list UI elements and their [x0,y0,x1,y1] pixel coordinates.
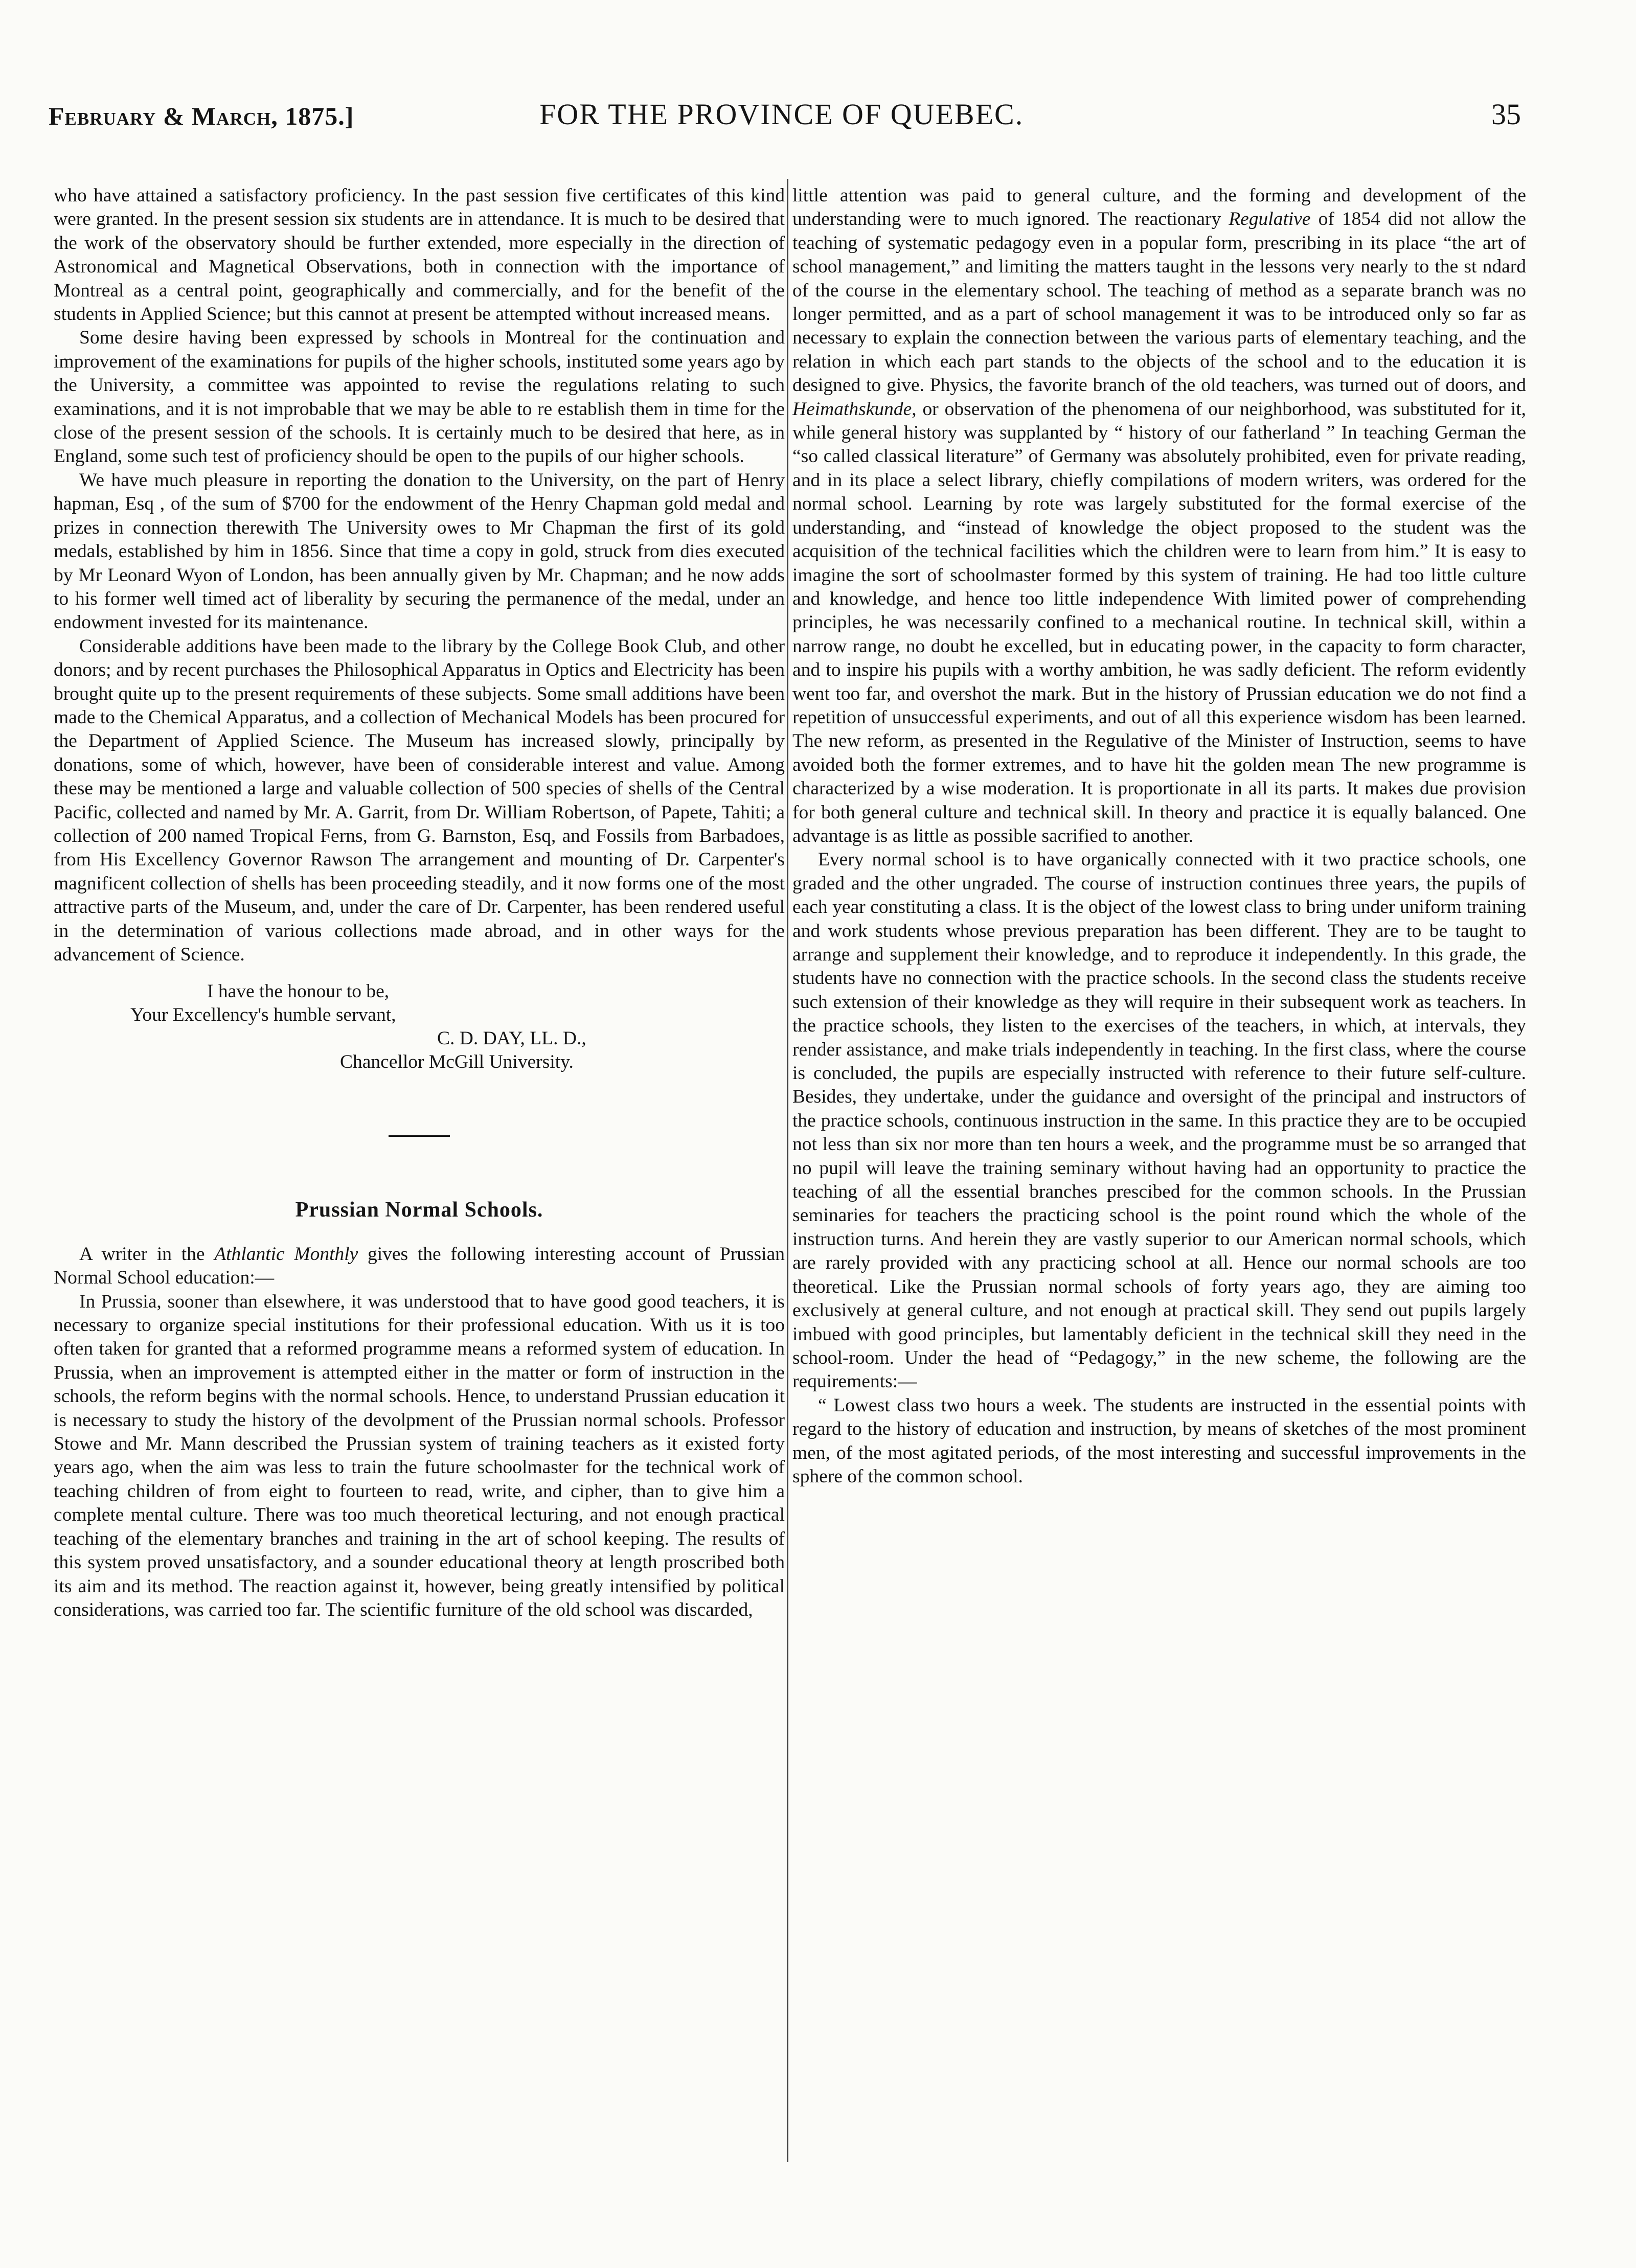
signoff-line: I have the honour to be, [207,981,390,1002]
signoff-title: Chancellor McGill University. [340,1051,574,1073]
section-heading: Prussian Normal Schools. [295,1198,543,1222]
intro-text: A writer in the [79,1243,215,1265]
running-title: FOR THE PROVINCE OF QUEBEC. [539,98,1024,131]
paragraph-library-museum: Considerable additions have been made to the library by the College Book Club, and other donors; and by recent purchases the Philosophical Apparatus in Optics and Electricity has been brought quite up to the present requirements of these subjects. Some small additions have been made to the Chemical Apparatus, and a collection of Mechanical Models has been procured for the Department of Applied Science. The Museum has increased slowly, principally by donations, some of which, however, have been of considerable interest and value. Among these may be mentioned a large and valuable collection of 500 species of shells of the Central Pacific, collected and named by Mr. A. Garrit, from Dr. William Robertson, of Papete, Tahiti; a collection of 200 named Tropical Ferns, from G. Barnston, Esq, and Fossils from Barbadoes, from His Excellency Governor Rawson The arrangement and mounting of Dr. Carpenter's magnificent collection of shells has been proceeding steadily, and it now forms one of the most attractive parts of the Museum, and, under the care of Dr. Carpenter, has been rendered useful in the determination of various collections made abroad, and in other ways for the advancement of Science. [54,635,785,965]
right-column [792,184,1526,1488]
body-text: of 1854 did not allow the teaching of systematic pedagogy even in a popular form, prescribing in its place “the art of school management,” and limiting the matters taught in the lessons very nearly to the st ndard of the course in the elementary school. The teaching of method as a separate branch was no longer permitted, and as a part of school management it was to be introduced only so far as necessary to explain the connection between the various parts of elementary teaching, and the relation in which each part stands to the objects of the school and to the education it is designed to give. Physics, the favorite branch of the old teachers, was turned out of doors, and [792,209,1526,396]
paragraph-pedagogy-requirements: “ Lowest class two hours a week. The students are instructed in the essential points with regard to the history of education and instruction, by means of sketches of the most prominent men, of the most agitated periods, of the most interesting and successful improvements in the sphere of the common school. [792,1394,1526,1487]
body-text: , or observation of the phenomena of our neighborhood, was substituted for it, while general history was supplanted by “ history of our fatherland ” In teaching German the “so called classical literature” of Germany was absolutely prohibited, even for private reading, and in its place a select library, chiefly compilations of modern writers, was ordered for the normal school. Learning by rote was largely substituted for the formal exercise of the understanding, and “instead of knowledge the object proposed to the student was the acquisition of the technical facilities which the children were to learn from him.” It is easy to imagine the sort of schoolmaster formed by this system of training. He had too little culture and knowledge, and hence too little independence With limited power of comprehending principles, he was necessarily confined to a mechanical routine. In technical skill, within a narrow range, no doubt he excelled, but in educating power, in the capacity to form character, and to inspire his pupils with a worthy ambition, he was sadly deficient. The reform evidently went too far, and overshot the mark. But in the history of Prussian education we do not find a repetition of unsuccessful experiments, and out of all this experience wisdom has been learned. The new reform, as presented in the Regulative of the Minister of Instruction, seems to have avoided both the former extremes, and to have hit the golden mean The new programme is characterized by a wise moderation. It is proportionate in all its parts. It makes due provision for both general culture and technical skill. In theory and practice it is equally balanced. One advantage is as little as possible sacrified to another. [792,398,1526,846]
column-divider [787,179,788,2162]
paragraph-regulative [792,184,1526,848]
paragraph-examinations: Some desire having been expressed by schools in Montreal for the continuation and improvement of the examinations for pupils of the higher schools, instituted some years ago by the University, a committee was appointed to revise the regulations relating to such examinations, and it is not improbable that we may be able to re establish them in time for the close of the present session of the schools. It is certainly much to be desired that here, as in England, some such test of proficiency should be open to the pupils of our higher schools. [54,327,785,467]
emphasis-term: Heimathskunde [792,398,912,420]
paragraph-observatory: who have attained a satisfactory proficiency. In the past session five certificates of this kind were granted. In the present session six students are in attendance. It is much to be desired that the work of the observatory should be further extended, more especially in the direction of Astronomical and Magnetical Observations, both in connection with the importance of Montreal as a central point, geographically and commercially, and for the benefit of the students in Applied Science; but this cannot at present be attempted without increased means. [54,185,785,325]
letter-signoff [54,980,785,1074]
publication-name: Athlantic Monthly [214,1243,358,1265]
issue-date: February & March, 1875.] [49,102,354,130]
paragraph-prussia-history: In Prussia, sooner than elsewhere, it was understood that to have good good teachers, it is necessary to organize special institutions for their professional education. With us it is too often taken for granted that a reformed programme means a reformed system of education. In Prussia, when an improvement is attempted either in the matter or form of instruction in the schools, the reform begins with the normal schools. Hence, to understand Prussian education it is necessary to study the history of the devolpment of the Prussian normal schools. Professor Stowe and Mr. Mann described the Prussian system of training teachers as it existed forty years ago, when the aim was less to train the future schoolmaster for the technical work of teaching children of from eight to fourteen to read, write, and cipher, than to give him a complete mental culture. There was too much theoretical lecturing, and not enough practical teaching of the elementary branches and training in the art of school keeping. The results of this system proved unsatisfactory, and a sounder educational theory at length proscribed both its aim and its method. The reaction against it, however, being greatly intensified by political considerations, was carried too far. The scientific furniture of the old school was discarded, [54,1291,785,1620]
emphasis-term: Regulative [1229,209,1311,230]
body-text: little attention was paid to general culture, and the forming and development of the understanding were to much ignored. The reactionary [792,185,1526,230]
page-header [49,97,1521,143]
left-column [54,184,785,1622]
page-number: 35 [1491,98,1521,131]
intro-text: gives the following interesting account of Prussian Normal School education:— [54,1243,785,1289]
signoff-line: Your Excellency's humble servant, [130,1004,396,1026]
signoff-name: C. D. DAY, LL. D., [437,1028,586,1049]
paragraph-chapman-donation: We have much pleasure in reporting the donation to the University, on the part of Henry hapman, Esq , of the sum of $700 for the endowment of the Henry Chapman gold medal and prizes in connection therewith The University owes to Mr Chapman the first of its gold medals, established by him in 1856. Since that time a copy in gold, struck from dies executed by Mr Leonard Wyon of London, has been annually given by Mr. Chapman; and he now adds to his former well timed act of liberality by securing the permanence of the medal, under an endowment invested for its maintenance. [54,469,785,633]
paragraph-practice-schools: Every normal school is to have organically connected with it two practice schools, one graded and the other ungraded. The course of instruction continues three years, the pupils of each year constituting a class. It is the object of the lowest class to bring under uniform training and work students whose previous preparation has been different. They are to be taught to arrange and supplement their knowledge, and to reproduce it independently. In this grade, the students have no connection with the practice schools. In the second class the students receive such extension of their knowledge as they will require in their subsequent work as teachers. In the practice schools, they listen to the exercises of the teachers, in which, at intervals, they render assistance, and make trials independently in teaching. In the first class, where the course is concluded, the pupils are especially instructed with reference to their future self-culture. Besides, they undertake, under the guidance and oversight of the principal and instructors of the practice schools, continuous instruction in the same. In this practice they are to be occupied not less than six nor more than ten hours a week, and the programme must be so arranged that no pupil will leave the training seminary without having had an opportunity to practice the teaching of all the essential branches prescibed for the common schools. In the Prussian seminaries for teachers the practicing school is the point round which the whole of the instruction turns. And herein they are vastly superior to our American normal schools, which are rarely provided with any practicing school at all. Hence our normal schools are too theoretical. Like the Prussian normal schools of forty years ago, they are aiming too exclusively at general culture, and not enough at practical skill. They send out pupils largely imbued with good principles, but lamentably deficient in the technical skill they need in the school-room. Under the head of “Pedagogy,” in the new scheme, the following are the requirements:— [792,849,1526,1392]
paragraph-intro [54,1243,785,1290]
section-separator [389,1135,450,1137]
